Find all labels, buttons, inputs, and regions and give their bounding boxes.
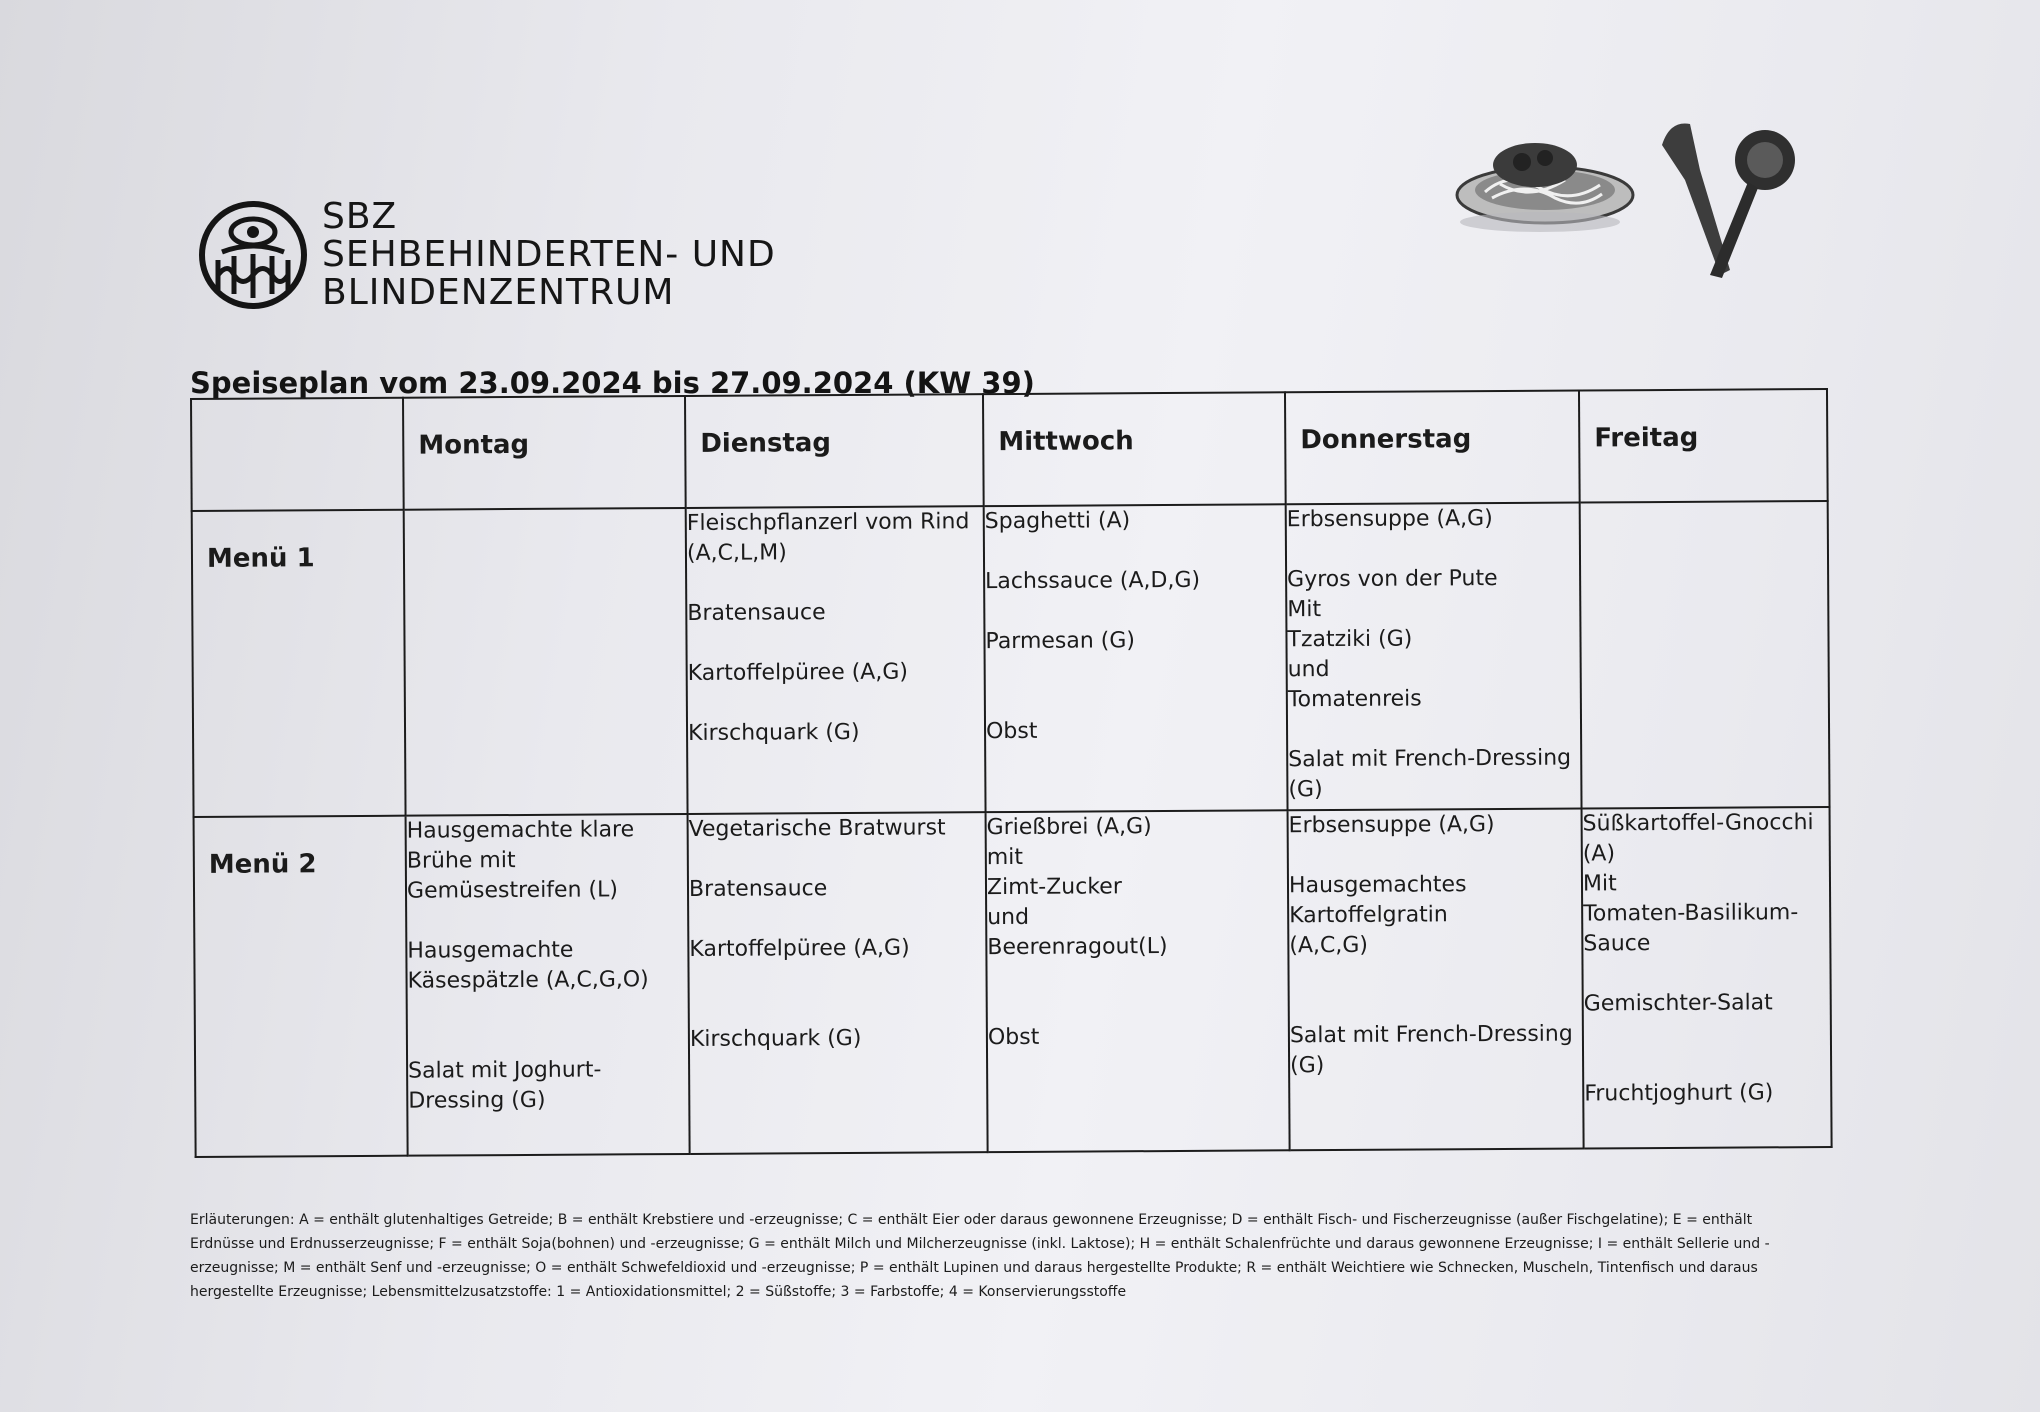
dish-line: (G) — [1290, 1053, 1325, 1079]
dish-line: Gemischter-Salat — [1583, 990, 1773, 1017]
dish-line: Tomatenreis — [1287, 686, 1422, 713]
dish-line — [687, 567, 983, 599]
sbz-emblem-icon — [198, 200, 308, 310]
dish-line: Hausgemachtes — [1288, 872, 1467, 899]
dish-line: Käsespätzle (A,C,G,O) — [407, 967, 649, 994]
menu1-row — [192, 501, 1830, 817]
dish-line — [1583, 958, 1829, 990]
dish-line: Lachssauce (A,D,G) — [985, 567, 1201, 595]
dish-line: Kirschquark (G) — [689, 1025, 862, 1052]
dish-line: Erbsensuppe (A,G) — [1288, 812, 1495, 839]
header-mittwoch — [983, 392, 1286, 506]
menu2-row — [194, 807, 1832, 1157]
logo-line-blindenzentrum: BLINDENZENTRUM — [322, 272, 675, 313]
dish-line — [1290, 990, 1582, 1022]
menu2-label: Menü 2 — [208, 849, 317, 880]
legend-line: Erdnüsse und Erdnusserzeugnisse; F = enthält Soja(bohnen) und -erzeugnisse; G = enthält Milch und Milcherzeugnisse (inkl. Laktose); H = enthält Schalenfrüchte und daraus gewonnene Erzeugnisse; I = enthält Sellerie und - — [190, 1236, 1770, 1252]
day-label-dienstag: Dienstag — [700, 428, 832, 459]
dish-line: Hausgemachte — [407, 937, 574, 964]
dish-line — [988, 991, 1288, 1023]
dish-line: (A,C,L,M) — [686, 540, 787, 566]
menu1-label-cell — [192, 510, 406, 817]
dish-line: Kartoffelpüree (A,G) — [689, 935, 910, 962]
dish-line — [689, 903, 985, 935]
dish-line: Salat mit Joghurt- — [408, 1057, 602, 1084]
day-label-montag: Montag — [418, 429, 530, 461]
day-label-donnerstag: Donnerstag — [1300, 424, 1472, 456]
dish-line: (A,C,G) — [1289, 932, 1369, 959]
dish-line: Parmesan (G) — [985, 628, 1136, 655]
dish-line: Tomaten-Basilikum- — [1583, 900, 1799, 927]
dish-line: Gyros von der Pute — [1287, 566, 1498, 593]
menu2-dienstag — [688, 812, 988, 1154]
menu2-montag — [406, 814, 690, 1156]
dish-line — [986, 685, 1286, 717]
dish-line: und — [987, 904, 1030, 931]
dish-line: und — [1287, 657, 1330, 683]
dish-line — [689, 843, 985, 875]
dish-line: Zimt-Zucker — [986, 874, 1122, 901]
dish-line — [408, 1025, 688, 1057]
sbz-logo — [198, 198, 776, 312]
dish-line: Brühe mit — [406, 848, 516, 874]
dish-line: Mit — [1582, 871, 1617, 897]
dish-line: Salat mit French-Dressing — [1288, 745, 1572, 773]
header-dienstag — [685, 394, 984, 508]
menu1-donnerstag — [1286, 503, 1582, 811]
dish-line: Grießbrei (A,G) — [986, 814, 1152, 841]
dish-line — [407, 905, 687, 937]
dish-line — [1287, 534, 1579, 566]
dish-line — [985, 535, 1285, 567]
logo-line-sbz: SBZ — [322, 196, 398, 237]
logo-line-sehbehinderten: SEHBEHINDERTEN- UND — [322, 234, 776, 275]
header-empty-cell — [191, 398, 404, 511]
day-label-freitag: Freitag — [1594, 422, 1699, 454]
day-label-mittwoch: Mittwoch — [998, 426, 1134, 458]
dish-line — [690, 993, 986, 1025]
dish-line: Gemüsestreifen (L) — [406, 877, 618, 904]
dish-line: Kartoffelgratin — [1289, 902, 1448, 929]
dish-line: Fleischpflanzerl vom Rind — [686, 509, 970, 536]
menu-title: Speiseplan vom 23.09.2024 bis 27.09.2024 (KW 39) — [190, 366, 1035, 400]
dish-line: Kirschquark (G) — [687, 719, 860, 746]
legend-line: hergestellte Erzeugnisse; Lebensmittelzusatzstoffe: 1 = Antioxidationsmittel; 2 = Süßstoffe; 3 = Farbstoffe; 4 = Konservierungsstoffe — [190, 1284, 1127, 1300]
dish-line — [689, 963, 985, 995]
dish-line — [1288, 714, 1580, 746]
dish-line: Obst — [985, 718, 1038, 745]
dish-line: Mit — [1287, 597, 1322, 623]
legend-line: erzeugnisse; M = enthält Senf und -erzeugnisse; O = enthält Schwefeldioxid und -erzeugnisse; P = enthält Lupinen und daraus hergestellte Produkte; R = enthält Weichtiere wie Schnecken, Muscheln, Tintenfisch und daraus — [190, 1260, 1758, 1276]
menu1-mittwoch — [984, 504, 1288, 812]
menu2-label-cell — [194, 816, 408, 1157]
menu1-freitag — [1580, 501, 1830, 809]
menu-table — [190, 388, 1833, 1158]
dish-line: (A) — [1582, 841, 1616, 867]
dish-line: Erbsensuppe (A,G) — [1286, 506, 1493, 533]
dish-line: Fruchtjoghurt (G) — [1584, 1080, 1774, 1107]
cooking-utensils-icon — [1662, 123, 1795, 278]
dish-line: Bratensauce — [687, 600, 826, 626]
dish-line: Kartoffelpüree (A,G) — [687, 659, 909, 686]
dish-line — [986, 655, 1286, 687]
dish-line: Tzatziki (G) — [1287, 626, 1413, 653]
dish-line: Obst — [987, 1024, 1040, 1051]
menu2-freitag — [1582, 807, 1832, 1149]
dish-line: Bratensauce — [688, 876, 828, 902]
header-montag — [403, 396, 686, 510]
dish-line — [408, 995, 688, 1027]
allergen-legend — [190, 1208, 1850, 1304]
menu1-label: Menü 1 — [206, 543, 315, 574]
header-freitag — [1579, 389, 1828, 503]
menu2-donnerstag — [1288, 809, 1584, 1151]
dish-line: Dressing (G) — [408, 1087, 546, 1114]
dish-line — [1584, 1048, 1830, 1080]
dish-line — [985, 595, 1285, 627]
dish-line: Süßkartoffel-Gnocchi — [1582, 810, 1814, 837]
dish-line — [1289, 840, 1581, 872]
menu1-montag — [404, 508, 688, 816]
spaghetti-plate-icon — [1457, 143, 1633, 232]
dish-line: mit — [986, 844, 1024, 871]
dish-line: Vegetarische Bratwurst — [688, 815, 946, 842]
dish-line: Beerenragout(L) — [987, 934, 1168, 961]
dish-line: Hausgemachte klare — [406, 817, 635, 844]
food-illustration — [1430, 110, 1810, 290]
dish-line: (G) — [1288, 777, 1323, 803]
dish-line: Spaghetti (A) — [984, 508, 1131, 535]
menu1-dienstag — [686, 506, 986, 814]
dish-line — [1584, 1018, 1830, 1050]
dish-line — [987, 961, 1287, 993]
table-header-row — [191, 389, 1828, 511]
dish-line: Salat mit French-Dressing — [1289, 1021, 1573, 1049]
header-donnerstag — [1285, 391, 1580, 505]
dish-line — [687, 627, 983, 659]
dish-line — [1289, 960, 1581, 992]
legend-line: Erläuterungen: A = enthält glutenhaltiges Getreide; B = enthält Krebstiere und -erzeugnisse; C = enthält Eier oder daraus gewonnene Erzeugnisse; D = enthält Fisch- und Fischerzeugnisse (außer Fischgelatine); E = enthält — [190, 1212, 1753, 1228]
dish-line — [688, 687, 984, 719]
menu2-mittwoch — [986, 810, 1290, 1152]
dish-line: Sauce — [1583, 931, 1651, 957]
